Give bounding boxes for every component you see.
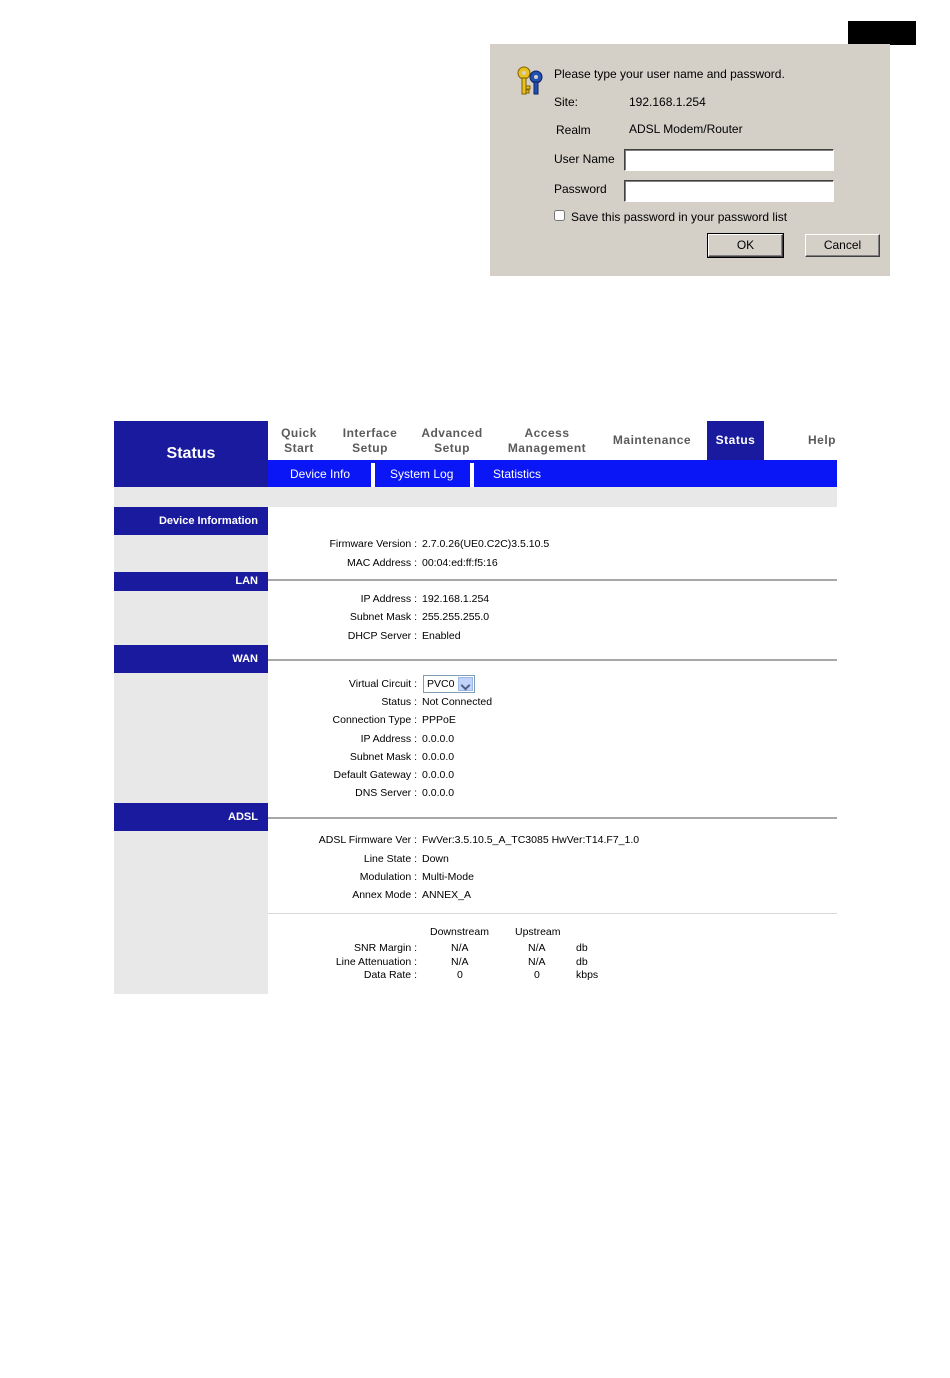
nav-access-management[interactable] xyxy=(502,426,592,456)
virtual-circuit-label: Virtual Circuit : xyxy=(348,678,417,690)
data-rate-up: 0 xyxy=(534,969,540,981)
subnav-device-info[interactable]: Device Info xyxy=(290,467,351,481)
line-attenuation-down: N/A xyxy=(451,956,469,968)
subnav-statistics[interactable]: Statistics xyxy=(493,467,542,481)
line-attenuation-label: Line Attenuation : xyxy=(335,956,417,968)
wan-status-value: Not Connected xyxy=(422,696,493,708)
top-navigation xyxy=(268,421,837,460)
snr-margin-unit: db xyxy=(576,942,588,954)
nav-label: Setup xyxy=(434,441,470,455)
modulation-label: Modulation : xyxy=(359,871,417,883)
section-divider xyxy=(268,659,837,661)
nav-label: Start xyxy=(284,441,314,455)
page-corner-tab xyxy=(848,21,916,45)
wan-subnet-label: Subnet Mask : xyxy=(349,751,417,763)
connection-type-label: Connection Type : xyxy=(332,714,417,726)
firmware-version-value: 2.7.0.26(UE0.C2C)3.5.10.5 xyxy=(422,538,550,550)
firmware-version-label: Firmware Version : xyxy=(329,538,417,550)
username-label: User Name xyxy=(554,152,615,166)
lan-ip-value: 192.168.1.254 xyxy=(422,593,490,605)
cancel-button[interactable]: Cancel xyxy=(805,234,880,257)
login-dialog xyxy=(490,44,890,276)
nav-label: Advanced xyxy=(421,426,483,440)
username-input[interactable] xyxy=(624,149,834,171)
stats-divider xyxy=(268,913,837,914)
virtual-circuit-value: PVC0 xyxy=(427,678,455,690)
brand-title: Status xyxy=(114,421,268,487)
section-device-information: Device Information xyxy=(114,507,268,535)
data-rate-label: Data Rate : xyxy=(363,969,417,981)
subnav-system-log[interactable]: System Log xyxy=(390,467,454,481)
nav-quick-start[interactable] xyxy=(268,426,330,456)
data-rate-unit: kbps xyxy=(576,969,599,981)
snr-margin-down: N/A xyxy=(451,942,469,954)
nav-label: Status xyxy=(715,433,756,447)
nav-label: Management xyxy=(507,441,587,455)
sub-navigation xyxy=(268,460,837,487)
adsl-firmware-label: ADSL Firmware Ver : xyxy=(318,834,417,846)
realm-value: ADSL Modem/Router xyxy=(629,122,743,136)
connection-type-value: PPPoE xyxy=(422,714,456,726)
ok-button[interactable]: OK xyxy=(708,234,783,257)
line-state-label: Line State : xyxy=(363,853,417,865)
nav-label: Access xyxy=(524,426,570,440)
nav-status[interactable] xyxy=(707,421,764,460)
line-attenuation-unit: db xyxy=(576,956,588,968)
password-label: Password xyxy=(554,182,607,196)
line-state-value: Down xyxy=(422,853,449,865)
lan-ip-label: IP Address : xyxy=(360,593,417,605)
save-password-checkbox[interactable] xyxy=(554,210,565,221)
dns-server-label: DNS Server : xyxy=(355,787,417,799)
section-wan: WAN xyxy=(114,645,268,673)
realm-label: Realm xyxy=(556,123,591,137)
nav-label: Interface xyxy=(342,426,398,440)
chevron-down-icon[interactable] xyxy=(458,677,473,691)
wan-subnet-value: 0.0.0.0 xyxy=(422,751,455,763)
lan-subnet-value: 255.255.255.0 xyxy=(422,611,490,623)
site-label: Site: xyxy=(554,95,579,109)
dhcp-server-value: Enabled xyxy=(422,630,461,642)
nav-label: Help xyxy=(808,433,837,447)
password-input[interactable] xyxy=(624,180,834,202)
section-divider xyxy=(268,817,837,819)
wan-ip-label: IP Address : xyxy=(360,733,417,745)
dns-server-value: 0.0.0.0 xyxy=(422,787,455,799)
annex-mode-label: Annex Mode : xyxy=(352,889,417,901)
upstream-header: Upstream xyxy=(515,926,561,938)
login-prompt: Please type your user name and password. xyxy=(554,67,785,81)
line-attenuation-up: N/A xyxy=(528,956,546,968)
annex-mode-value: ANNEX_A xyxy=(422,889,472,901)
data-rate-down: 0 xyxy=(457,969,463,981)
nav-label: Setup xyxy=(352,441,388,455)
wan-status-label: Status : xyxy=(381,696,417,708)
keys-icon xyxy=(514,64,546,98)
mac-address-label: MAC Address : xyxy=(346,557,417,569)
virtual-circuit-select[interactable] xyxy=(423,675,475,693)
nav-label: Maintenance xyxy=(612,433,692,447)
dhcp-server-label: DHCP Server : xyxy=(347,630,417,642)
modulation-value: Multi-Mode xyxy=(422,871,474,883)
site-value: 192.168.1.254 xyxy=(629,95,706,109)
section-adsl: ADSL xyxy=(114,803,268,831)
nav-interface-setup[interactable] xyxy=(334,426,406,456)
snr-margin-label: SNR Margin : xyxy=(353,942,417,954)
mac-address-value: 00:04:ed:ff:f5:16 xyxy=(422,557,498,569)
section-lan: LAN xyxy=(114,572,268,591)
default-gateway-label: Default Gateway : xyxy=(333,769,417,781)
subnav-separator xyxy=(371,463,375,487)
default-gateway-value: 0.0.0.0 xyxy=(422,769,455,781)
adsl-firmware-value: FwVer:3.5.10.5_A_TC3085 HwVer:T14.F7_1.0 xyxy=(422,834,640,846)
subnav-separator xyxy=(470,463,474,487)
nav-maintenance[interactable] xyxy=(606,433,698,448)
router-status-panel xyxy=(114,421,837,994)
save-password-label[interactable]: Save this password in your password list xyxy=(571,210,788,224)
nav-advanced-setup[interactable] xyxy=(416,426,488,456)
nav-help[interactable] xyxy=(808,433,837,448)
nav-label: Quick xyxy=(281,426,317,440)
wan-ip-value: 0.0.0.0 xyxy=(422,733,455,745)
header-spacer xyxy=(114,487,837,507)
lan-subnet-label: Subnet Mask : xyxy=(349,611,417,623)
downstream-header: Downstream xyxy=(430,926,489,938)
section-divider xyxy=(268,579,837,581)
snr-margin-up: N/A xyxy=(528,942,546,954)
